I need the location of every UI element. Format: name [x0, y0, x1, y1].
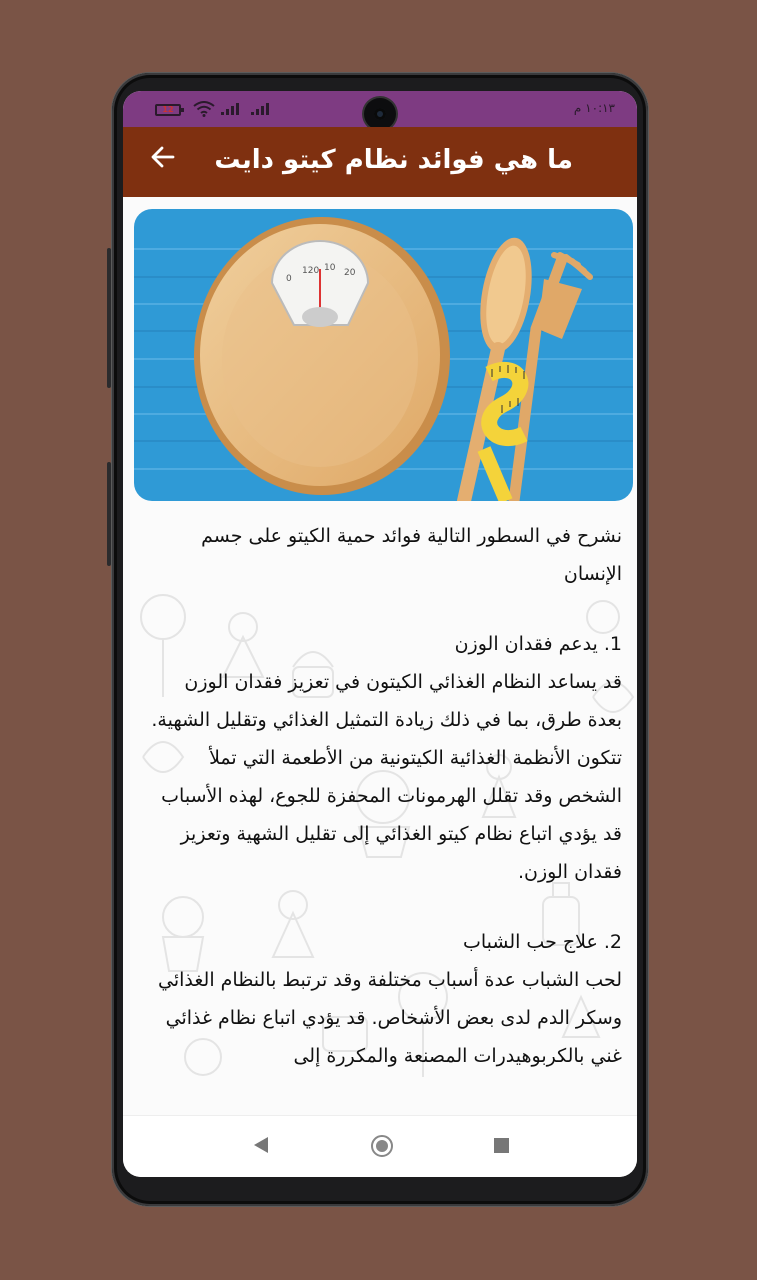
- svg-text:20: 20: [344, 268, 356, 278]
- wifi-icon: [193, 101, 215, 121]
- battery-level: 12: [162, 105, 174, 114]
- plate-scale-image: [134, 209, 633, 501]
- article-scroll-area[interactable]: [123, 197, 637, 1115]
- power-button: [107, 462, 111, 566]
- nav-recent-apps-button[interactable]: [494, 1138, 509, 1153]
- nav-back-button[interactable]: [253, 1136, 269, 1159]
- volume-button: [107, 248, 111, 388]
- arrow-left-icon: [149, 143, 177, 171]
- section-2-heading: 2. علاج حب الشباب: [462, 931, 622, 953]
- signal-icon-1: [221, 103, 245, 115]
- svg-text:10: 10: [324, 263, 336, 273]
- screen: [123, 91, 637, 1177]
- hero-image: [134, 209, 633, 501]
- system-nav-bar: [123, 1115, 637, 1177]
- status-bar: [123, 91, 637, 127]
- nav-home-button[interactable]: [371, 1135, 393, 1157]
- section-1-paragraph-1: قد يساعد النظام الغذائي الكيتون في تعزيز فقدان الوزن بعدة طرق، بما في ذلك زيادة التمثيل الغذائي وتقليل الشهية.: [151, 671, 622, 731]
- svg-text:0: 0: [286, 274, 292, 284]
- page-title: ما هي فوائد نظام كيتو دايت: [214, 145, 573, 175]
- back-arrow-button[interactable]: [145, 143, 181, 179]
- section-1-heading: 1. يدعم فقدان الوزن: [454, 633, 622, 655]
- triangle-back-icon: [253, 1136, 269, 1154]
- app-bar: [123, 127, 637, 197]
- svg-text:120: 120: [302, 266, 320, 276]
- section-2-paragraph-1: لحب الشباب عدة أسباب مختلفة وقد ترتبط بالنظام الغذائي وسكر الدم لدى بعض الأشخاص. قد يؤدي اتباع نظام غذائي غني بالكربوهيدرات المصنعة والمكررة إلى: [158, 969, 622, 1067]
- article-body: [147, 517, 622, 1075]
- status-time: ١٠:١٣ م: [573, 101, 615, 115]
- signal-icon-2: [251, 103, 275, 115]
- intro-paragraph: نشرح في السطور التالية فوائد حمية الكيتو على جسم الإنسان: [201, 525, 622, 585]
- battery-icon: [155, 104, 181, 116]
- section-1-paragraph-2: تتكون الأنظمة الغذائية الكيتونية من الأطعمة التي تملأ الشخص وقد تقلل الهرمونات المحفزة للجوع، لهذه الأسباب قد يؤدي اتباع نظام كيتو الغذائي إلى تقليل الشهية وتعزيز فقدان الوزن.: [161, 747, 622, 883]
- front-camera: [364, 98, 396, 130]
